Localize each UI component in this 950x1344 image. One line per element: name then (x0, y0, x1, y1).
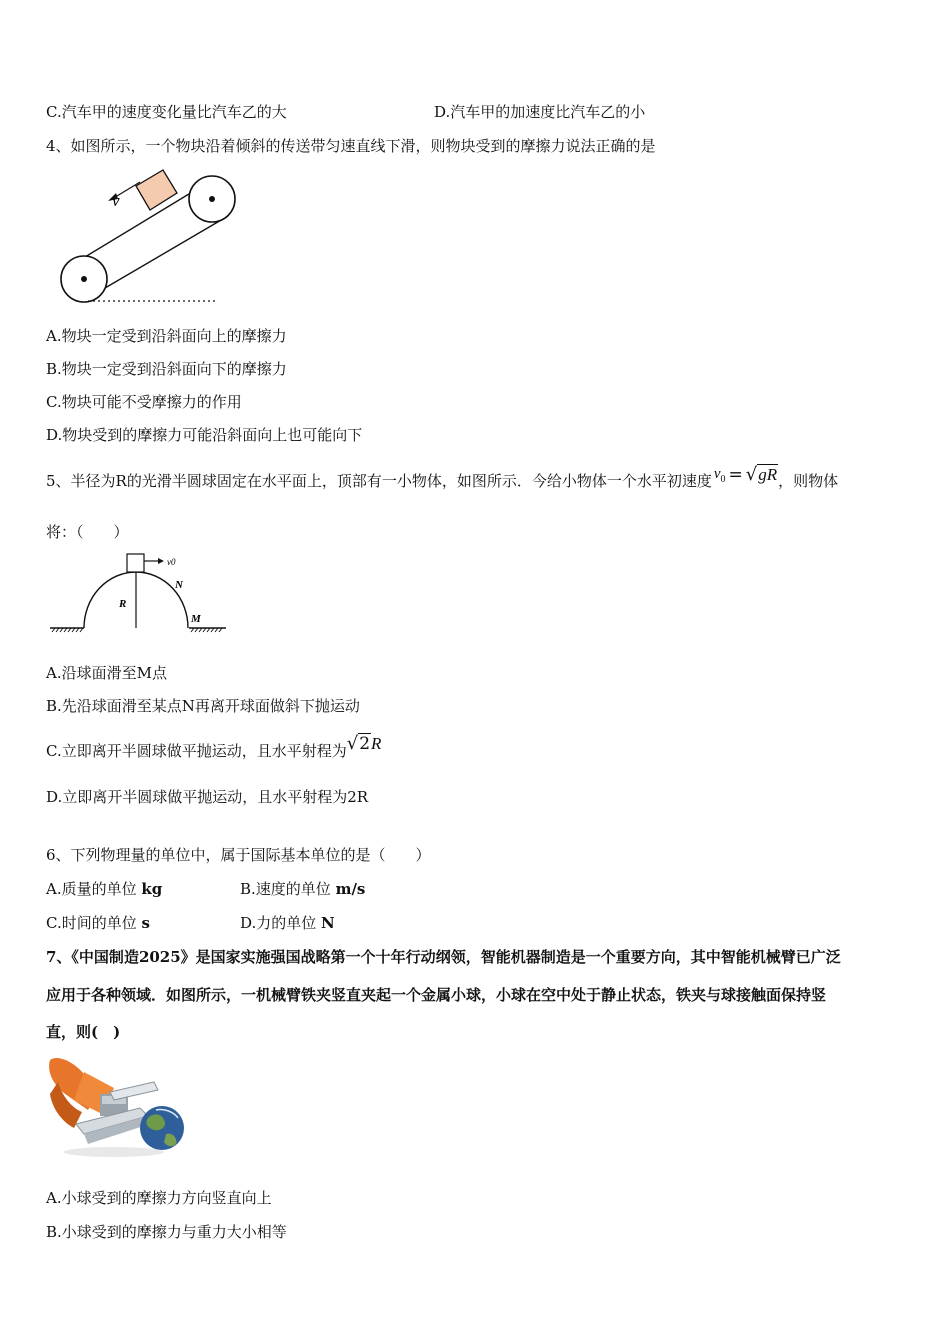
q7-stem-line3: 直，则( ) (46, 1023, 121, 1041)
q6-option-b: B.速度的单位 m/s (240, 880, 366, 898)
q5-equals: = (728, 465, 743, 485)
q5-option-c (46, 733, 382, 761)
q5-option-c-text: C.立即离开半圆球做平抛运动，且水平射程为 (46, 742, 347, 760)
q5-fig-v0-label: v0 (167, 557, 176, 567)
q4-conveyor-figure (50, 166, 250, 306)
q5-fig-N-label: N (175, 579, 183, 591)
q5-sqrt-gR: √gR (745, 464, 778, 485)
q4-option-d: D.物块受到的摩擦力可能沿斜面向上也可能向下 (46, 426, 363, 444)
q6-option-d-unit: N (321, 914, 335, 932)
q6-option-c-unit: s (141, 914, 150, 932)
q5-v0-symbol: $v_0$ (713, 466, 726, 485)
q5-fig-R-label: R (119, 598, 127, 610)
q6-option-c: C.时间的单位 s (46, 914, 150, 932)
q7-stem-line2: 应用于各种领域．如图所示，一机械臂铁夹竖直夹起一个金属小球，小球在空中处于静止状态，铁夹与球接触面保持竖 (46, 986, 827, 1004)
q5-option-c-R: R (371, 734, 382, 753)
q5-stem-post: ，则物体 (778, 472, 839, 490)
q5-option-a: A.沿球面滑至M点 (46, 664, 167, 682)
q7-stem-line1: 7、《中国制造2025》是国家实施强国战略第一个十年行动纲领，智能机器制造是一个重要方向，其中智能机械臂已广泛 (46, 948, 841, 966)
q5-sqrt-2R: √2 (346, 733, 371, 754)
q4-option-c: C.物块可能不受摩擦力的作用 (46, 393, 242, 411)
q7-option-a: A.小球受到的摩擦力方向竖直向上 (46, 1189, 272, 1207)
q5-stem-pre: 5、半径为R的光滑半圆球固定在水平面上，顶部有一小物体，如图所示．今给小物体一个水平初速度 (46, 472, 712, 490)
q3-option-c: C.汽车甲的速度变化量比汽车乙的大 (46, 103, 287, 121)
q6-option-a: A.质量的单位 kg (46, 880, 163, 898)
q4-option-b: B.物块一定受到沿斜面向下的摩擦力 (46, 360, 287, 378)
q4-stem: 4、如图所示，一个物块沿着倾斜的传送带匀速直线下滑，则物块受到的摩擦力说法正确的是 (46, 137, 656, 155)
q6-stem: 6、下列物理量的单位中，属于国际基本单位的是（ ） (46, 846, 431, 864)
q7-robot-arm-figure (44, 1052, 189, 1162)
q5-option-b: B.先沿球面滑至某点N再离开球面做斜下抛运动 (46, 697, 360, 715)
q6-option-a-unit: kg (141, 880, 163, 898)
q5-fig-M-label: M (191, 613, 201, 625)
q5-option-d: D.立即离开半圆球做平抛运动，且水平射程为2R (46, 788, 369, 806)
q3-option-d: D.汽车甲的加速度比汽车乙的小 (434, 103, 646, 121)
q7-option-b: B.小球受到的摩擦力与重力大小相等 (46, 1223, 287, 1241)
q5-stem-line2: 将：（ ） (46, 523, 129, 541)
q6-option-d: D.力的单位 N (240, 914, 335, 932)
q5-hemisphere-figure (46, 548, 231, 638)
q4-option-a: A.物块一定受到沿斜面向上的摩擦力 (46, 327, 287, 345)
q4-velocity-label: v (112, 191, 120, 210)
q5-stem-line1 (46, 464, 839, 498)
q6-option-b-unit: m/s (335, 880, 366, 898)
